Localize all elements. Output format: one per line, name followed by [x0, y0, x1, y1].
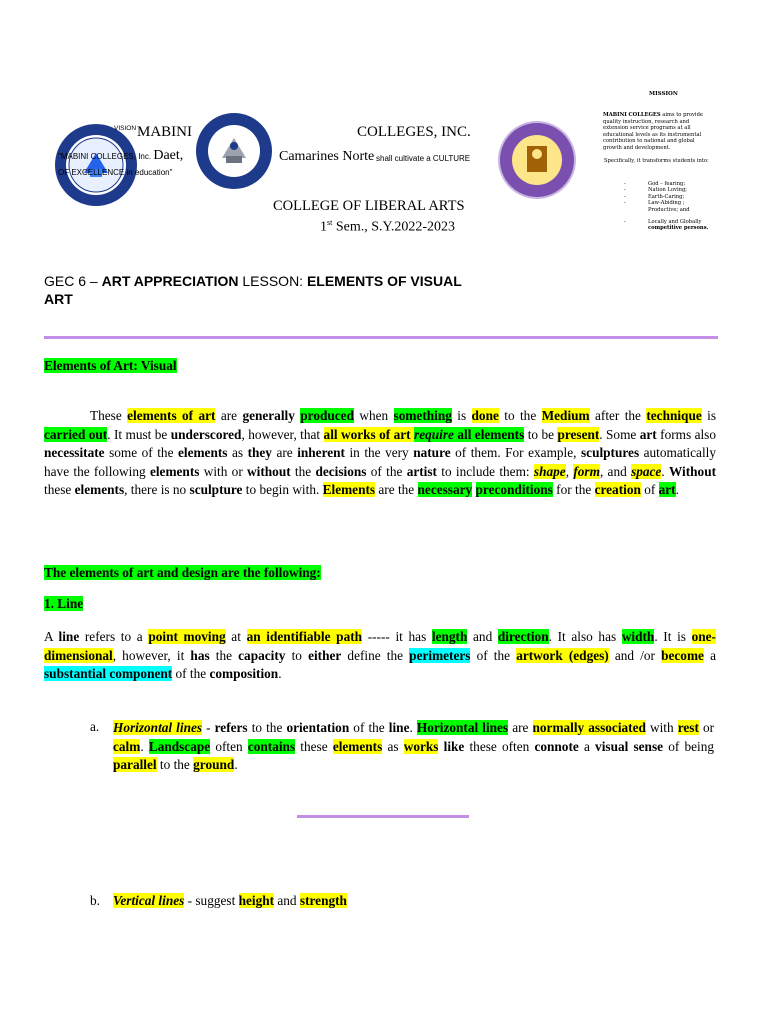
- mission-item: - Nation Loving;: [624, 187, 688, 194]
- mission-specifically: Specifically, it transforms students into:: [604, 158, 709, 164]
- vision-tag: VISION: [114, 125, 137, 132]
- mission-list: [624, 181, 708, 232]
- section-divider-top: [44, 336, 718, 339]
- mission-item: - Locally and Globally: [624, 219, 702, 226]
- list-marker-b: b.: [90, 893, 100, 908]
- list-item-vertical-lines: Vertical lines - suggest height and strength: [113, 893, 347, 908]
- college-of-liberal-arts-seal: [497, 120, 577, 200]
- vision-cultivate: shall cultivate a CULTURE: [376, 154, 471, 163]
- mission-intro: MABINI COLLEGES aims to provide quality instruction, research and extension service programs at all educational levels as its instrumental contribution to national and global growth and development.: [603, 112, 703, 151]
- paragraph-elements-of-art: These elements of art are generally produced when something is done to the Medium after the technique is carried out. It must be underscored, however, that all works of art require all elements to be present. Some art forms also necessitate some of the elements as they are inherent in the very nature of them. For example, sculptures automatically have the following elements with or without the decisions of the artist to include them: shape, form, and space. Without these elements, there is no sculpture to begin with. Elements are the necessary preconditions for the creation of art.: [44, 408, 717, 498]
- paragraph-line: A line refers to a point moving at an identifiable path ----- it has length and direction. It also has width. It is one-dimensional, however, it has the capacity to either define the perimeters of the artwork (edges) and /or become a substantial component of the composition.: [44, 629, 716, 682]
- semester-line: 1st Sem., S.Y.2022-2023: [320, 218, 455, 235]
- section-heading-elements-list: The elements of art and design are the following:: [44, 565, 321, 580]
- mission-title: MISSION: [649, 91, 678, 97]
- mission-item: - Earth-Caring;: [624, 193, 685, 200]
- list-item-horizontal-lines: Horizontal lines - refers to the orientation of the line. Horizontal lines are normally associated with rest or calm. Landscape often contains these elements as works like these often connote a visual sense of being parallel to the ground.: [113, 720, 715, 773]
- mission-item: - Law-Abiding ;: [624, 200, 685, 207]
- college-title: COLLEGE OF LIBERAL ARTS: [273, 198, 465, 214]
- mabini-colleges-seal-middle: [195, 112, 273, 190]
- mission-item: - God – fearing;: [624, 181, 686, 187]
- list-marker-a: a.: [90, 719, 100, 734]
- section-divider-mid: [297, 815, 469, 818]
- section-heading-visual: Elements of Art: Visual: [44, 358, 177, 373]
- lesson-title: GEC 6 – ART APPRECIATION LESSON: ELEMENTS OF VISUAL ART: [44, 273, 462, 307]
- mabini-colleges-seal-left: [54, 123, 138, 207]
- colleges-inc-label: COLLEGES, INC.: [357, 124, 471, 140]
- vision-line1: "MABINI COLLEGES, Inc. Daet,: [58, 148, 184, 163]
- mission-item-last: competitive persons.: [648, 225, 709, 232]
- mission-item: Productive; and: [648, 206, 690, 213]
- mabini-label: MABINI: [137, 124, 192, 140]
- camarines-norte: Camarines Norte: [279, 149, 375, 164]
- vision-line2: OF EXCELLENCE in education": [58, 168, 173, 177]
- section-heading-line: 1. Line: [44, 596, 84, 611]
